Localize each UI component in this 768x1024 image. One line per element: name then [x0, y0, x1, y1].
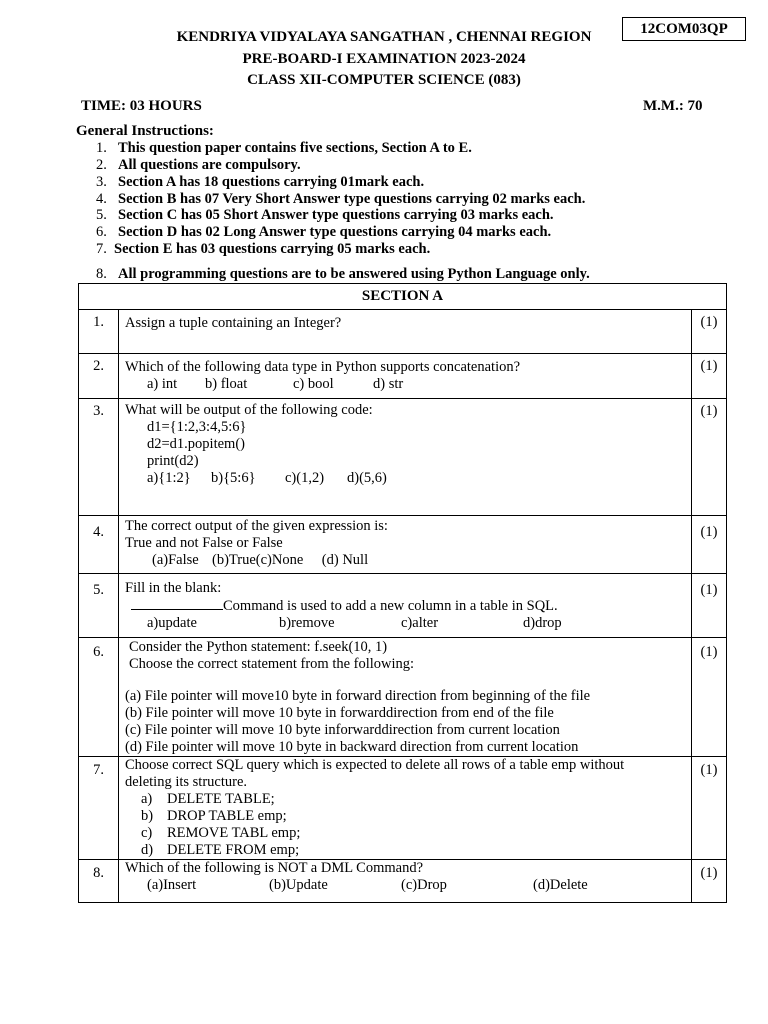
question-number: 5. [79, 574, 119, 638]
question-text: Assign a tuple containing an Integer? [119, 310, 692, 354]
instruction-item: 8. All programming questions are to be answered using Python Language only. [96, 266, 590, 282]
instruction-item: 6. Section D has 02 Long Answer type questions carrying 04 marks each. [96, 224, 552, 240]
question-row [79, 860, 727, 903]
options-row: a) int b) float c) bool d) str [147, 376, 404, 392]
question-text: The correct output of the given expression is: True and not False or False (a)False (b)True(c)None (d) Null [119, 516, 692, 574]
question-row [79, 574, 727, 638]
code-line: d2=d1.popitem() [147, 436, 245, 452]
exam-time: TIME: 03 HOURS [81, 98, 202, 114]
options-row: (a)Insert (b)Update (c)Drop (d)Delete [147, 877, 588, 893]
question-row [79, 310, 727, 354]
question-number: 2. [79, 354, 119, 399]
options-row: a){1:2} b){5:6} c)(1,2) d)(5,6) [147, 470, 387, 486]
instructions-title: General Instructions: [76, 123, 214, 139]
question-row [79, 516, 727, 574]
option: (b) File pointer will move 10 byte in forwarddirection from end of the file [125, 705, 554, 721]
question-number: 3. [79, 399, 119, 516]
instruction-item: 7. Section E has 03 questions carrying 05 marks each. [96, 241, 431, 257]
question-text: Which of the following data type in Python supports concatenation? a) int b) float c) bool d) str [119, 354, 692, 399]
question-text: What will be output of the following code: d1={1:2,3:4,5:6} d2=d1.popitem() print(d2) a){1:2} b){5:6} c)(1,2) d)(5,6) [119, 399, 692, 516]
question-number: 6. [79, 638, 119, 757]
question-marks: (1) [691, 516, 726, 574]
option: c) REMOVE TABL emp; [141, 825, 301, 841]
options-row: (a)False (b)True(c)None (d) Null [152, 552, 369, 568]
question-number: 7. [79, 757, 119, 860]
question-row [79, 354, 727, 399]
header-class: CLASS XII-COMPUTER SCIENCE (083) [247, 72, 521, 88]
paper-code: 12COM03QP [622, 17, 746, 41]
question-row [79, 638, 727, 757]
question-marks: (1) [691, 310, 726, 354]
question-row [79, 399, 727, 516]
question-marks: (1) [691, 757, 726, 860]
instruction-item: 5. Section C has 05 Short Answer type questions carrying 03 marks each. [96, 207, 554, 223]
option: (c) File pointer will move 10 byte inforwarddirection from current location [125, 722, 560, 738]
answer-blank [131, 597, 223, 610]
header-region: KENDRIYA VIDYALAYA SANGATHAN , CHENNAI REGION [176, 29, 592, 45]
question-marks: (1) [691, 354, 726, 399]
option: (d) File pointer will move 10 byte in backward direction from current location [125, 739, 579, 755]
instruction-item: 4. Section B has 07 Very Short Answer type questions carrying 02 marks each. [96, 191, 586, 207]
option: b) DROP TABLE emp; [141, 808, 287, 824]
code-line: print(d2) [147, 453, 199, 469]
instruction-item: 3. Section A has 18 questions carrying 01mark each. [96, 174, 425, 190]
question-text: Consider the Python statement: f.seek(10, 1) Choose the correct statement from the following: (a) File pointer will move10 byte in forward direction from beginning of the file (b) File pointer will move 10 byte in forwarddirection from end of the file (c) File pointer will move 10 byte inforwarddirection from current location (d) File pointer will move 10 byte in backward direction from current location [119, 638, 692, 757]
option: d) DELETE FROM emp; [141, 842, 300, 858]
options-row: a)update b)remove c)alter d)drop [147, 615, 562, 631]
question-row [79, 757, 727, 860]
header-exam: PRE-BOARD-I EXAMINATION 2023-2024 [242, 51, 526, 67]
question-text: Choose correct SQL query which is expected to delete all rows of a table emp without deleting its structure. a) DELETE TABLE; b) DROP TABLE emp; c) REMOVE TABL emp; d) DELETE FROM emp; [119, 757, 692, 860]
question-number: 8. [79, 860, 119, 903]
max-marks: M.M.: 70 [643, 98, 703, 114]
code-line: d1={1:2,3:4,5:6} [147, 419, 247, 435]
section-title: SECTION A [79, 284, 727, 310]
instruction-item: 2. All questions are compulsory. [96, 157, 301, 173]
question-marks: (1) [691, 399, 726, 516]
question-text: Which of the following is NOT a DML Command? (a)Insert (b)Update (c)Drop (d)Delete [119, 860, 692, 903]
question-number: 4. [79, 516, 119, 574]
instruction-item: 1. This question paper contains five sections, Section A to E. [96, 140, 472, 156]
question-marks: (1) [691, 860, 726, 903]
option: (a) File pointer will move10 byte in forward direction from beginning of the file [125, 688, 591, 704]
option: a) DELETE TABLE; [141, 791, 275, 807]
question-text: Fill in the blank: Command is used to add a new column in a table in SQL. a)update b)remove c)alter d)drop [119, 574, 692, 638]
section-a-table [78, 283, 727, 903]
question-marks: (1) [691, 638, 726, 757]
question-number: 1. [79, 310, 119, 354]
question-marks: (1) [691, 574, 726, 638]
